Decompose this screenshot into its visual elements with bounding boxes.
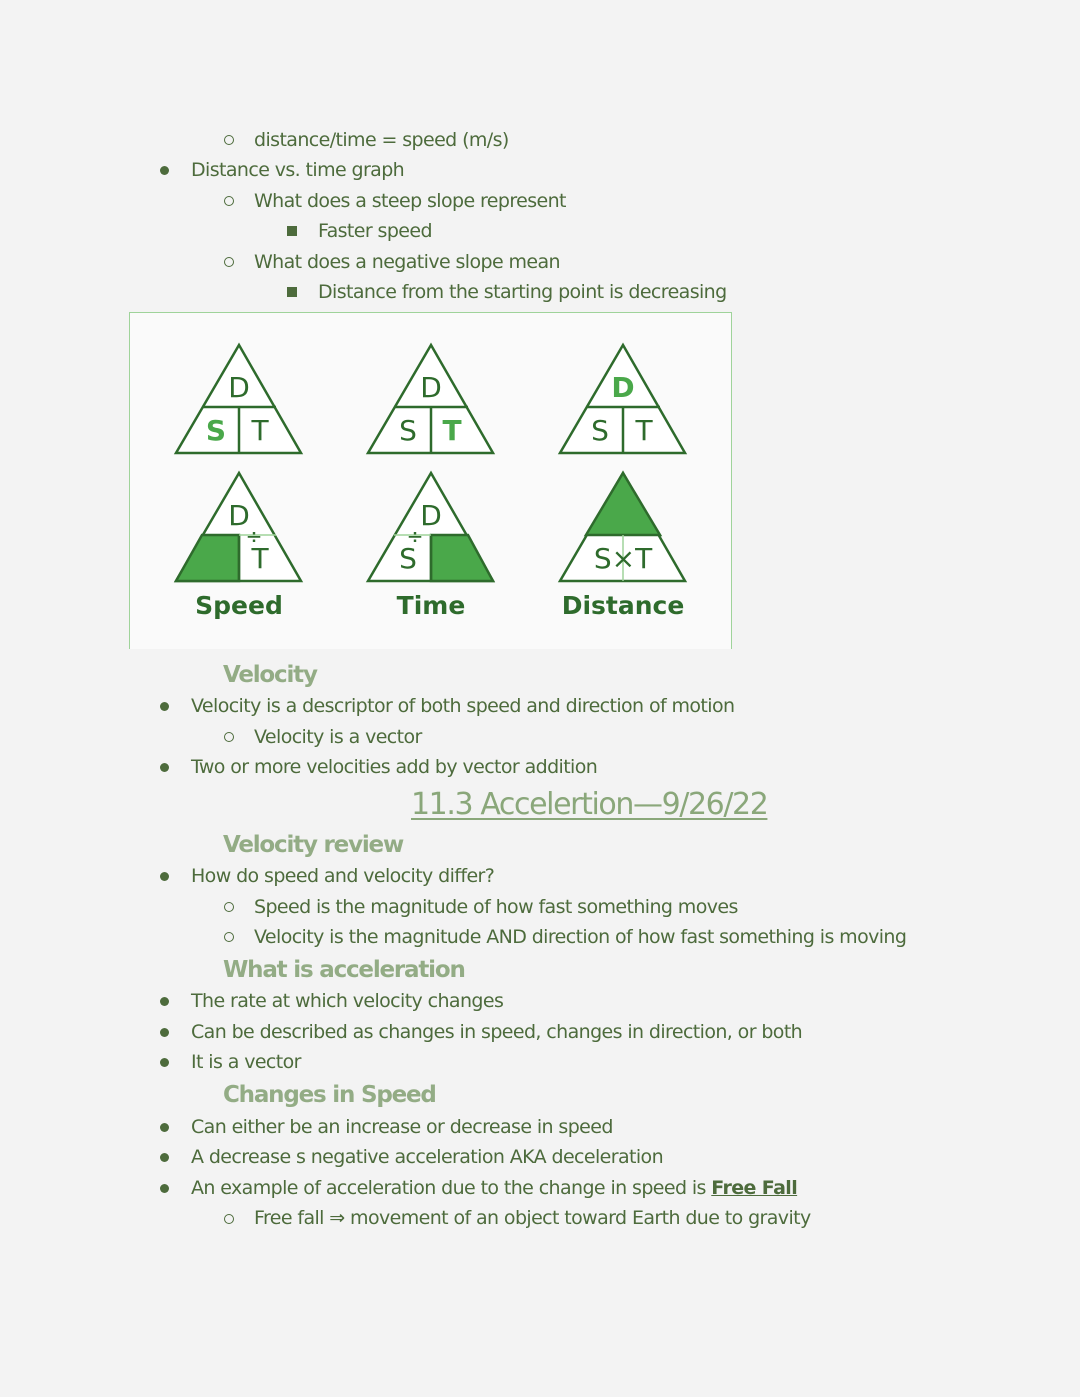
bullet-icon	[160, 166, 169, 175]
svg-text:T: T	[251, 542, 269, 575]
note-line: Speed is the magnitude of how fast something moves	[254, 896, 738, 918]
svg-text:D: D	[611, 371, 635, 404]
bullet-icon	[160, 763, 169, 772]
note-line: It is a vector	[191, 1051, 301, 1073]
note-line: What does a negative slope mean	[254, 251, 560, 273]
acceleration-heading: What is acceleration	[223, 957, 465, 983]
svg-text:D: D	[228, 371, 250, 404]
circle-bullet-icon	[224, 135, 234, 145]
note-line: Free fall ⇒ movement of an object toward Earth due to gravity	[254, 1207, 811, 1229]
svg-text:Distance: Distance	[561, 591, 685, 620]
bullet-icon	[160, 872, 169, 881]
bullet-icon	[160, 1058, 169, 1067]
svg-text:S: S	[591, 414, 609, 447]
circle-bullet-icon	[224, 732, 234, 742]
square-bullet-icon	[287, 226, 297, 236]
speed-distance-time-triangle-figure	[129, 312, 732, 649]
note-line: What does a steep slope represent	[254, 190, 566, 212]
bullet-icon	[160, 1123, 169, 1132]
note-line: The rate at which velocity changes	[191, 990, 504, 1012]
bullet-icon	[160, 997, 169, 1006]
note-line: Distance from the starting point is decreasing	[318, 281, 727, 303]
svg-text:÷: ÷	[245, 524, 263, 548]
note-line: Two or more velocities add by vector addition	[191, 756, 598, 778]
svg-text:S: S	[399, 542, 417, 575]
svg-text:T: T	[442, 414, 462, 447]
svg-text:Speed: Speed	[195, 591, 283, 620]
free-fall-emphasis: Free Fall	[711, 1177, 798, 1199]
note-line: Velocity is a descriptor of both speed and direction of motion	[191, 695, 735, 717]
svg-text:S: S	[399, 414, 417, 447]
bullet-icon	[160, 1184, 169, 1193]
svg-text:S×T: S×T	[593, 542, 653, 575]
section-title: 11.3 Accelertion—9/26/22	[411, 787, 768, 822]
circle-bullet-icon	[224, 932, 234, 942]
bullet-icon	[160, 1028, 169, 1037]
velocity-heading: Velocity	[223, 662, 317, 688]
svg-text:D: D	[420, 371, 442, 404]
circle-bullet-icon	[224, 257, 234, 267]
note-line: Distance vs. time graph	[191, 159, 405, 181]
svg-text:÷: ÷	[406, 524, 424, 548]
note-line	[191, 1176, 797, 1200]
svg-text:D: D	[228, 499, 250, 532]
svg-text:T: T	[251, 414, 269, 447]
note-line: Faster speed	[318, 220, 432, 242]
note-text: An example of acceleration due to the change in speed is	[191, 1177, 712, 1199]
note-line: How do speed and velocity differ?	[191, 865, 495, 887]
svg-text:T: T	[635, 414, 653, 447]
square-bullet-icon	[287, 287, 297, 297]
svg-text:D: D	[420, 499, 442, 532]
bullet-icon	[160, 1153, 169, 1162]
note-line: Can either be an increase or decrease in speed	[191, 1116, 613, 1138]
velocity-review-heading: Velocity review	[223, 832, 404, 858]
svg-text:S: S	[205, 414, 227, 447]
note-line: Velocity is a vector	[254, 726, 422, 748]
circle-bullet-icon	[224, 902, 234, 912]
bullet-icon	[160, 702, 169, 711]
circle-bullet-icon	[224, 196, 234, 206]
note-line: Can be described as changes in speed, changes in direction, or both	[191, 1021, 803, 1043]
circle-bullet-icon	[224, 1214, 234, 1224]
note-line: A decrease s negative acceleration AKA deceleration	[191, 1146, 664, 1168]
svg-text:Time: Time	[396, 591, 466, 620]
note-line: Velocity is the magnitude AND direction of how fast something is moving	[254, 926, 907, 948]
changes-in-speed-heading: Changes in Speed	[223, 1082, 436, 1108]
note-line: distance/time = speed (m/s)	[254, 129, 509, 151]
